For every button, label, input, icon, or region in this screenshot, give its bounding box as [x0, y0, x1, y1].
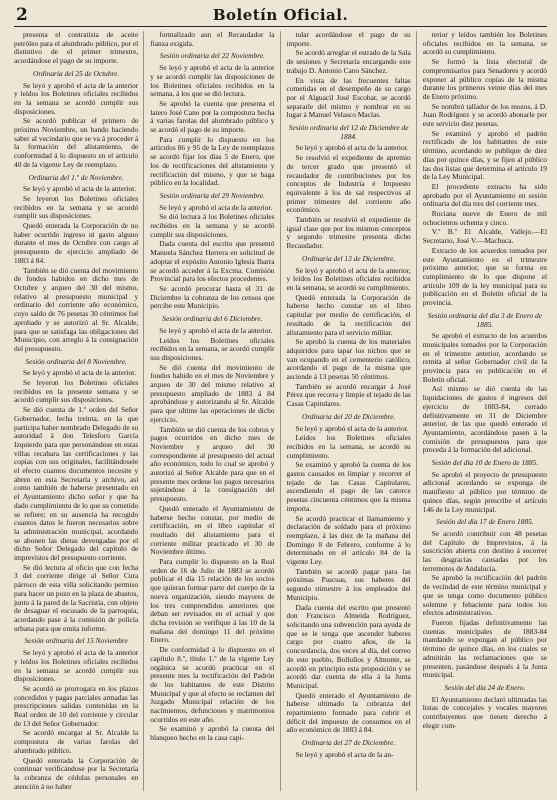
paragraph: Se dió lectura á los Boletines oficiales recibidos en la semana y se acordó cumplir sus disposiciones. [150, 212, 275, 239]
paragraph: Leídos los Boletines oficiales recibidos en la semana, se acordó su cumplimiento. [286, 433, 411, 460]
paragraph: formalizado aun el Recaudador la fianza exigida. [150, 31, 275, 48]
paragraph: Quedó enterado el Ayuntamiento de haberse hecho constar, por medio de certificación, en el libro capitular el resultado del alistamiento para el corriente militar practicado el 30 de Noviembre último. [150, 503, 275, 557]
column-4 [423, 31, 547, 791]
paragraph: Se examinó y aprobó la cuenta del blanqueo hecho en la casa capi- [150, 724, 275, 743]
paragraph: Se aprobó el proyecto de presupuesto adicional acordando se exponga de manifiesto al público por término de quince días, según prescribe el artículo 146 de la Ley municipal. [422, 469, 547, 514]
paragraph: También se acordó pagar para las próximas Pascuas, sus haberes del segundo trimestre á los empleados del Municipio. [286, 566, 411, 602]
paragraph: Se leyó y aprobó el acta de la anterior y se acordó cumplir las disposiciones de los Boletines oficiales recibidos en la semana, á los que se dió lectura. [150, 63, 275, 99]
paragraph: Se leyó y aprobó el acta de la anterior. [23, 184, 137, 194]
paragraph: Se aprobó el extracto de los acuerdos municipales tomados por la Corporación en el trimestre anterior, acordando se remita al señor Gobernador civil de la provincia para su publicación en el Boletín oficial. [422, 331, 547, 384]
paragraph: Se resolvió el expediente de apremio de tercer grado que presentó el recaudador de contribuciones por los conceptos de Industria é Impuesto equivalente á los de sal respectivos al primer trimestre del corriente año económico. [286, 153, 411, 215]
paragraph: Se acordó practicar el llamamiento y declaración de soldado para el próximo reemplazo, á las diez de la mañana del Domingo 8 de Febrero, conforme á lo determinado en el artículo 84 de la vigente Ley. [286, 513, 411, 567]
paragraph: Se examinó y aprobó la cuenta de los gastos causados en limpiar y recorrer el tejado de las Casas Capitulares, ascendiendo el pago de las catorce pesetas cincuenta céntimos que la misma importa. [286, 460, 411, 513]
paragraph: Se aprobó la cuenta de los materiales adquiridos para tapar los nichos que se van ocupando en el cementerio católico, acordando el pago de la misma que asciende á 13 pesetas 50 céntimos. [286, 337, 411, 382]
section-heading: Sesión del día 24 de Enero. [444, 682, 526, 692]
paragraph: Extracto de los acuerdos tomados por este Ayuntamiento en el trimestre próximo anterior, que se forma en cumplimiento de lo que dispone el artículo 109 de la ley municipal para su publicación en el Boletín oficial de la provincia. [422, 245, 547, 308]
section-heading: Ordinaria del 25 de Octubre. [32, 68, 120, 78]
text-columns [14, 31, 547, 791]
paragraph: Se acordó contribuir con 48 pesetas del Capítulo de Imprevistos, á la suscrición abierta con destino á socorrer las desgracias causadas por los terremotos de Andalucía. [422, 528, 547, 573]
paragraph: Leídos los Boletines oficiales recibidos en la semana, se acordó cumplir sus disposiciones. [150, 335, 275, 362]
paragraph: Quedó enterado el Ayuntamiento de haberse ultimado la cobranza del repartimiento formado para cubrir el déficit del impuesto de consumos en el año económico de 1883 á 84. [286, 690, 411, 735]
paragraph: Dada cuenta del escrito que presentó Manuela Sánchez Herrera en solicitud de adoptar el expósito Antonio Iglesia Ibarra se acordó acceder á la Excma. Comisión Provincial para los efectos procedentes. [150, 239, 275, 284]
section-heading: Ordinaria del 27 de Diciembre. [301, 738, 396, 748]
paragraph: Quedó enterada la Corporación de no haber ocurrido ingreso ni gasto alguno durante el mes de Octubre con cargo al presupuesto de ejercicio ampliado de 1883 á 84. [14, 221, 139, 265]
paragraph: Se leyó y aprobó el acta de la an- [295, 749, 394, 759]
paragraph: Quedó enterada la Corporación de haberse hecho constar en el libro capitular por medio de certificación, el resultado de la rectificación del alistamiento para el servicio militar. [286, 292, 411, 337]
paragraph: tular acordándose el pago de su importe. [286, 31, 411, 48]
column-3 [287, 31, 417, 791]
page-header [14, 6, 547, 27]
paragraph: Se examinó y aprobó el padrón rectificado de los habitantes de este término, acordando se publique de diez días por quince días, y se fijen al público las dos listas que determina el artículo 19 de la Ley Municipal. [422, 128, 547, 182]
paragraph: Se acordó publicar el primero de próximo Noviembre, un bando haciendo saber al vecindario que se va á proceder á la formación del alistamiento, de conformidad á lo dispuesto en el artículo 40 de la vigente Ley de reemplazo. [14, 116, 139, 169]
column-1 [14, 31, 144, 791]
paragraph: Se leyó y aprobó el acta de la anterior. [159, 202, 273, 212]
paragraph: Se leyó y aprobó el acta de la anterior, y leídos los Boletines oficiales recibidos en la semana, se acordó su cumplimiento. [286, 265, 411, 292]
section-heading: Sesión ordinaria del 22 Noviembre. [159, 51, 265, 61]
paragraph: Se leyó y aprobó el acta de la anterior. [159, 325, 273, 335]
paragraph: Para cumplir lo dispuesto en la Real orden de 16 de Julio de 1883 se acordó publicar el día 15 relación de los socios que quieran formar parte del cuerpo de la nueva organización, siendo mayores de los tres comprendidos anteriores que deban ser revisados en el actual y que dicha revisión se verifique á las 10 de la mañana del domingo 11 del próximo Enero. [150, 557, 275, 645]
paragraph: Se acordó procurar hasta el 31 de Diciembre la cobranza de los censos que percibe este Municipio. [150, 283, 275, 311]
section-heading: Sesión ordinaria del 29 Noviembre. [159, 190, 265, 200]
paragraph: El Ayuntamiento declaró ultimadas las listas de concejales y vocales mayores contribuyentes que tienen derecho á elegir com- [422, 694, 547, 730]
paragraph: V.º B.º El Alcalde, Vallejo.—El Secretario, José V.—Machuca. [422, 227, 547, 246]
section-heading: Sesión del día 10 de Enero de 1885. [431, 458, 539, 468]
section-heading: Ordinaria del 20 de Diciembre. [301, 411, 396, 421]
paragraph: Se leyó y aprobó el acta de la anterior. [23, 368, 137, 378]
section-heading: Sesión ordinaria del 6 Diciembre. [162, 314, 263, 324]
paragraph: Se leyeron los Boletines oficiales recibidos en la presente semana y se acordó cumplir sus disposiciones. [14, 378, 139, 405]
paragraph: Se formó la lista electoral de compromisarios para Senadores y acordó exponer al público copias de la misma durante los primeros veinte días del mes de Enero próximo. [422, 57, 547, 101]
section-heading: Sesión del día 17 de Enero 1885. [436, 517, 534, 527]
paragraph: Se leyó y aprobó el acta de la anterior. [295, 423, 409, 433]
paragraph: También se acordó encargar á José Pérez que recorra y limpie el tejado de las Casas Capitulares. [286, 381, 411, 409]
paragraph: Fueron fijadas definitivamente las cuentas municipales de 1883-84 mandando se expongan al público por término de quince días, en los cuales se admitirán las reclamaciones que se presenten, pasándose después á la Junta municipal. [422, 618, 547, 680]
publication-title: Boletín Oficial. [212, 6, 349, 24]
paragraph: Para cumplir lo dispuesto en los artículos 86 y 95 de la Ley de reemplazos se acordó fijar los días 5 de Enero, que los de rectificaciones del alistamiento y rectificación del mismo, y que se haga público en la localidad. [150, 134, 275, 188]
paragraph: Se dió lectura al oficio que con fecha 3 del corriente dirige al Señor Cura párroco de esta villa solicitando permiso para hacer un pozo en la plaza de abastos, junto á la pared de la Sacristía, con objeto de desaguar el escusado de la parroquia, acordando pase á la comisión de policía urbana para que emita informe. [14, 562, 139, 633]
paragraph: También se dió cuenta del movimiento de fondos habidos en dicho mes de Octubre y arqueo del 30 del mismo, relativo al presupuesto municipal y ordinario del corriente año económico, cuyo saldo de 76 pesetas 30 céntimos fué aprobado y se autorizó al Sr. Alcalde, para que se satisfaga las obligaciones del Municipio, con arreglo á la consignación del presupuesto. [14, 265, 139, 353]
section-heading: Sesión ordinaria del 12 de Diciembre de 1884. [288, 123, 409, 141]
section-heading: Ordinaria del 1.º de Noviembre. [28, 172, 124, 182]
paragraph: Se aprobó la cuenta que presenta el latero José Cano por la compostura hecha á varias farolas del alumbrado público y se acordó el pago de su importe. [150, 98, 275, 135]
paragraph: Se acordó se prorrogara en los plazos concedidos y pagas parciales armadas las prescripciones salidas contenidas en la Real orden de 10 del corriente y circular de 13 del Señor Gobernador. [14, 683, 139, 728]
section-heading: Sesión ordinaria del 8 Noviembre. [25, 356, 127, 366]
paragraph: Se leyó y aprobó el acta de la anterior y leídos los Boletines oficiales recibidos en la semana se acordó cumplir sus disposiciones. [14, 80, 139, 116]
paragraph: Se dió cuenta del movimiento de fondos habido en el mes de Noviembre y arqueo de 30 del mismo relativo al presupuesto ampliado de 1883 á 84 aprobándose y autorizando al Sr. Alcalde para que ultime las operaciones de dicho ejercicio. [150, 362, 275, 424]
paragraph: Se aprobó la rectificación del padrón de vecindad de este término municipal y que se tenga como documento público solemne y fehaciente para todos los efectos administrativos. [422, 573, 547, 618]
paragraph: Así mismo se dió cuenta de las liquidaciones de gastos é ingresos del ejercicio de 1883-84, cerrado definitivamente en 31 de Diciembre anterior, de las que quedó enterado el Ayuntamiento, acordándose pasen á la comisión de presupuestos para que proceda á la formación del adicional. [422, 384, 547, 455]
paragraph: También se resolvió el expediente de igual clase que por los mismos conceptos y segundo trimestre presenta dicho Recaudador. [286, 215, 411, 251]
paragraph: Quedó enterada la Corporación de continuar verificándose por la Secretaría la cobranza de cédulas personales en atención á no haber [14, 755, 139, 791]
section-heading: Sesión ordinaria del 15 Noviembre [24, 636, 128, 646]
column-2 [150, 31, 280, 791]
paragraph: Se leyeron los Boletines oficiales recibidos en la semana y se acordó cumplir sus disposiciones. [14, 193, 139, 221]
paragraph: Se dió cuenta de 1.º orden del Señor Gobernador, fecha treinta, en la que participa haber nombrado Delegado de su autoridad á don Telesforo García Izquierdo para que personándose en estas villas recabara las certificaciones y las copias con sus originales, facilitándosele el efecto cuantos documentos necesite y abren en esta Secretaría y archivo, así como también de haberse presentado en el Ayuntamiento dicho señor y que ha dado cumplimiento de lo que su cometido se refiere; en su ausencia ha recogido cuantos datos le fueron necesarios sobre la administración municipal, acordando se abonen las dietas devengadas por el dicho Señor Delegado del capítulo de imprevistos del presupuesto corriente. [14, 405, 139, 563]
paragraph: terior y leídos también los Boletines oficiales recibidos en la semana, se acordó su cumplimiento. [422, 31, 547, 57]
section-heading: Sesión ordinaria del día 3 de Enero de 1885. [427, 310, 542, 329]
paragraph: Se leyó y aprobó el acta de la anterior. [295, 143, 409, 153]
paragraph: En vista de las frecuentes faltas cometidas en el desempeño de su cargo por el Alguacil José Escobar, se acordó separarle del mismo y nombrar en su lugar á Manuel Velasco Macías. [286, 75, 411, 120]
paragraph: De conformidad á lo dispuesto en el capítulo 8.º, título 1.º de la vigente Ley orgánica se acordó practicar en el presente mes la rectificación del Padrón de los habitantes de este Distrito Municipal y que al efecto se reclamen del Juzgado Municipal relación de los nacimientos, defunciones y matrimonios ocurridos en este año. [150, 645, 275, 724]
paragraph: Dada cuenta del escrito que presentó don Francisco Almeida Rodríguez, solicitando una subvención para ayuda de que se le tenga que ascender haberes cargo por cuatro años, de la concordancia, dos veces al día, del correo de este pueblo, Bollullos y Almonte, se acordó en principio esta proposición y se acordó dar cuenta de ella á la Junta Municipal. [286, 602, 411, 690]
paragraph: También se dió cuenta de los cobros y pagos ocurridos en dicho mes de Noviembre y arqueo del 30 correspondiente al presupuesto del actual año económico, todo lo cual se aprobó y autorizó al Señor Alcalde para que en el presente mes ordene los pagos necesarios sujetándose á la consignación del presupuesto. [150, 424, 275, 504]
paragraph: Se acordó encargar al Sr. Alcalde la compostura de varias farolas del alumbrado público. [14, 728, 139, 755]
paragraph: Se acordó arreglar el estrado de la Sala de sesiones y Secretaría encargando este trabajo D. Antonio Cano Sánchez. [286, 48, 411, 75]
paragraph: presenta el contratista de aceite petróleo para el alumbrado público, por el distintivo de el primer trimestre, acordándose el pago de su importe. [14, 31, 139, 66]
section-heading: Ordinaria del 13 de Diciembre. [301, 253, 396, 263]
paragraph: El procedente extracto ha sido aprobado por el Ayuntamiento en sesión ordinaria del día tres del corriente mes. [422, 181, 547, 209]
paragraph: Se nombró tallador de los mozos, á D. Juan Rodríguez y se acordó abonarle por este servicio diez pesetas. [422, 101, 547, 129]
paragraph: Se leyó y aprobó el acta de la anterior y leídos los Boletines oficiales recibidos en la semana se acordó cumplir sus disposiciones. [14, 648, 139, 684]
page-number: 2 [16, 5, 28, 25]
paragraph: Rociana nueve de Enero de mil ochocientos ochenta y cinco. [422, 209, 547, 227]
